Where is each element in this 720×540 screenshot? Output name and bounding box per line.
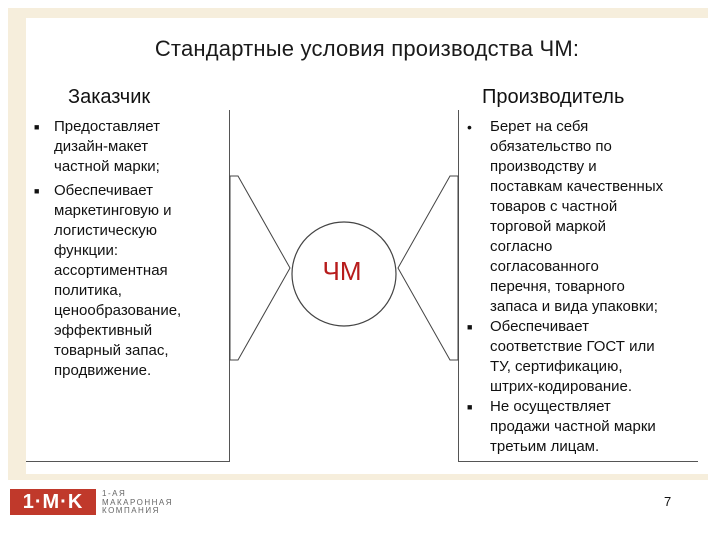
slide-title: Стандартные условия производства ЧМ: — [154, 36, 580, 61]
producer-list — [467, 117, 699, 457]
logo-line-3: КОМПАНИЯ — [102, 506, 160, 515]
square-bullet-icon: ■ — [467, 402, 473, 412]
logo-line-2: МАКАРОННАЯ — [102, 497, 174, 507]
customer-item-1 — [34, 117, 224, 177]
customer-item-text: Обеспечивает маркетинговую и логистическую функции: ассортиментная политика, ценообразование, эффективный товарный запас, продвижение. — [54, 182, 182, 379]
dot-bullet-icon: • — [467, 119, 472, 135]
left-arrow-shape — [230, 176, 290, 360]
producer-item-1 — [467, 117, 699, 317]
page-number: 7 — [664, 494, 672, 509]
square-bullet-icon: ■ — [34, 186, 40, 196]
customer-item-text: Предоставляет дизайн-макет частной марки; — [54, 118, 160, 175]
producer-item-text: Берет на себя обязательство по производству и поставкам качественных товаров с частной торговой маркой согласно согласованного перечня, товарного запаса и вида упаковки; — [490, 118, 664, 315]
customer-item-2 — [34, 181, 224, 381]
producer-item-text: Не осуществляет продажи частной марки третьим лицам. — [490, 398, 656, 455]
customer-header: Заказчик — [68, 86, 151, 108]
logo-line-1: 1-АЯ — [102, 489, 127, 498]
square-bullet-icon: ■ — [467, 322, 473, 332]
center-label: ЧМ — [322, 256, 362, 286]
customer-list — [34, 117, 224, 381]
right-arrow-shape — [398, 176, 458, 360]
producer-item-3 — [467, 397, 699, 457]
square-bullet-icon: ■ — [34, 122, 40, 132]
producer-item-text: Обеспечивает соответствие ГОСТ или ТУ, сертификацию, штрих-кодирование. — [490, 318, 655, 395]
logo-text — [102, 490, 173, 516]
logo-mark: 1·M·K — [10, 489, 96, 515]
producer-header: Производитель — [482, 86, 625, 108]
producer-item-2 — [467, 317, 699, 397]
